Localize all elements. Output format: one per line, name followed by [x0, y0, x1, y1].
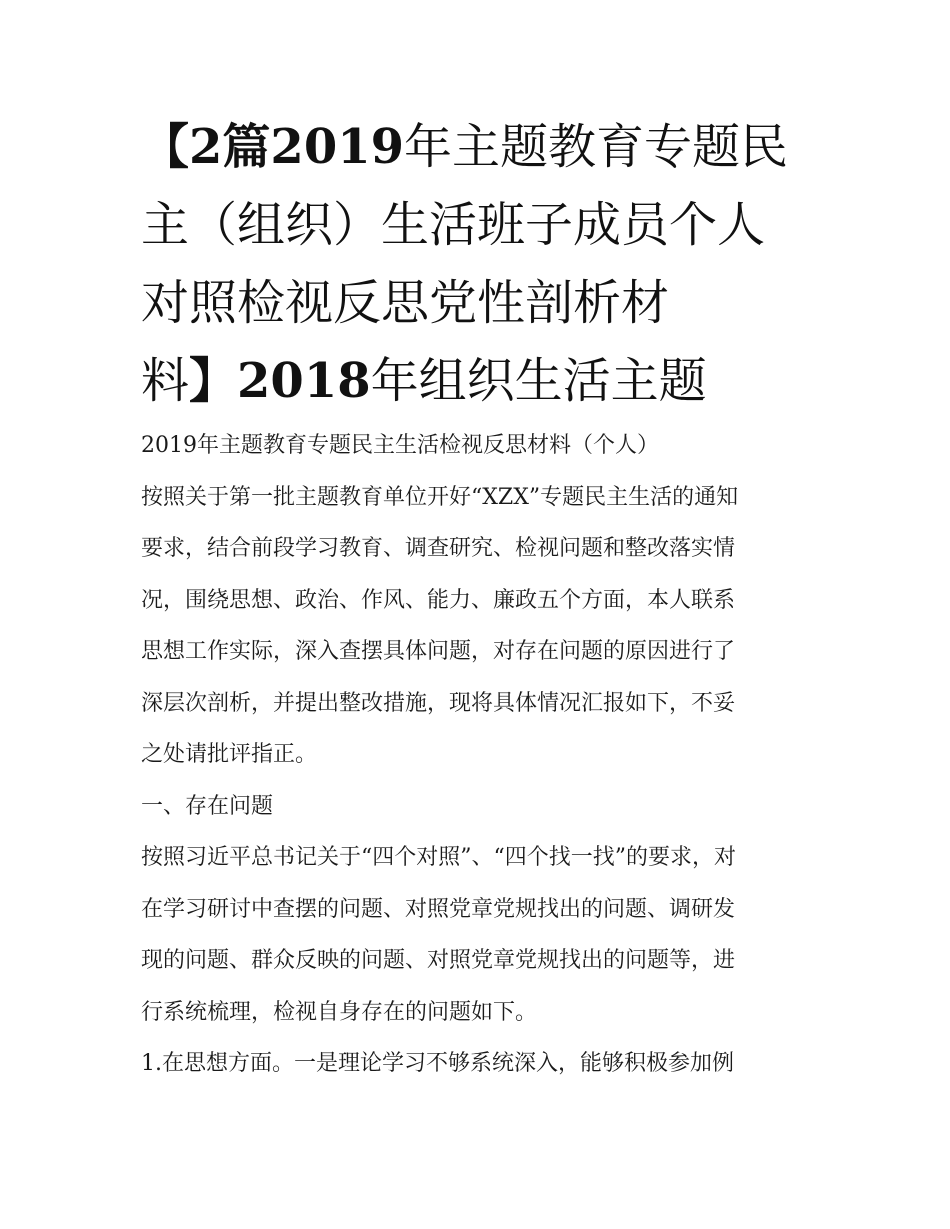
title-line-4	[141, 342, 813, 420]
title-line-3	[141, 264, 813, 342]
subtitle-line: 2019年主题教育专题民主生活检视反思材料（个人）	[141, 433, 659, 458]
title-line-1	[141, 108, 813, 186]
title-text-2: 主（组织）生活班子成员个人	[141, 197, 766, 253]
body-line-12: 1.在思想方面。一是理论学习不够系统深入，能够积极参加例	[141, 1051, 734, 1076]
title-text-3: 对照检视反思党性剖析材	[141, 275, 670, 331]
body-line-5: 深层次剖析，并提出整改措施，现将具体情况汇报如下，不妥	[141, 690, 736, 716]
title-line-2	[141, 186, 813, 264]
body-line-1: 按照关于第一批主题教育单位开好“XZX”专题民主生活的通知	[141, 484, 739, 510]
body-line-11: 行系统梳理，检视自身存在的问题如下。	[141, 999, 538, 1025]
section-heading-problems: 一、存在问题	[141, 793, 274, 819]
document-body	[141, 420, 813, 1090]
body-line-2: 要求，结合前段学习教育、调查研究、检视问题和整改落实情	[141, 536, 736, 561]
document-content	[141, 108, 813, 1090]
body-line-8: 按照习近平总书记关于“四个对照”、“四个找一找”的要求，对	[141, 845, 736, 870]
document-title	[141, 108, 813, 420]
title-bracket-close-year: 】2018	[189, 353, 371, 409]
body-line-10: 现的问题、群众反映的问题、对照党章党规找出的问题等，进	[141, 948, 736, 973]
body-line-3: 况，围绕思想、政治、作风、能力、廉政五个方面，本人联系	[141, 587, 736, 613]
title-text-4b: 年组织生活主题	[370, 353, 707, 409]
title-count-year: 2篇2019	[189, 119, 405, 175]
title-text-1: 年主题教育专题民	[404, 119, 789, 175]
body-line-6: 之处请批评指正。	[141, 742, 318, 767]
title-bracket-open: 【	[141, 119, 190, 175]
body-line-4: 思想工作实际，深入查摆具体问题，对存在问题的原因进行了	[141, 639, 736, 664]
title-text-4a: 料	[141, 353, 190, 409]
body-line-9: 在学习研讨中查摆的问题、对照党章党规找出的问题、调研发	[141, 896, 736, 922]
